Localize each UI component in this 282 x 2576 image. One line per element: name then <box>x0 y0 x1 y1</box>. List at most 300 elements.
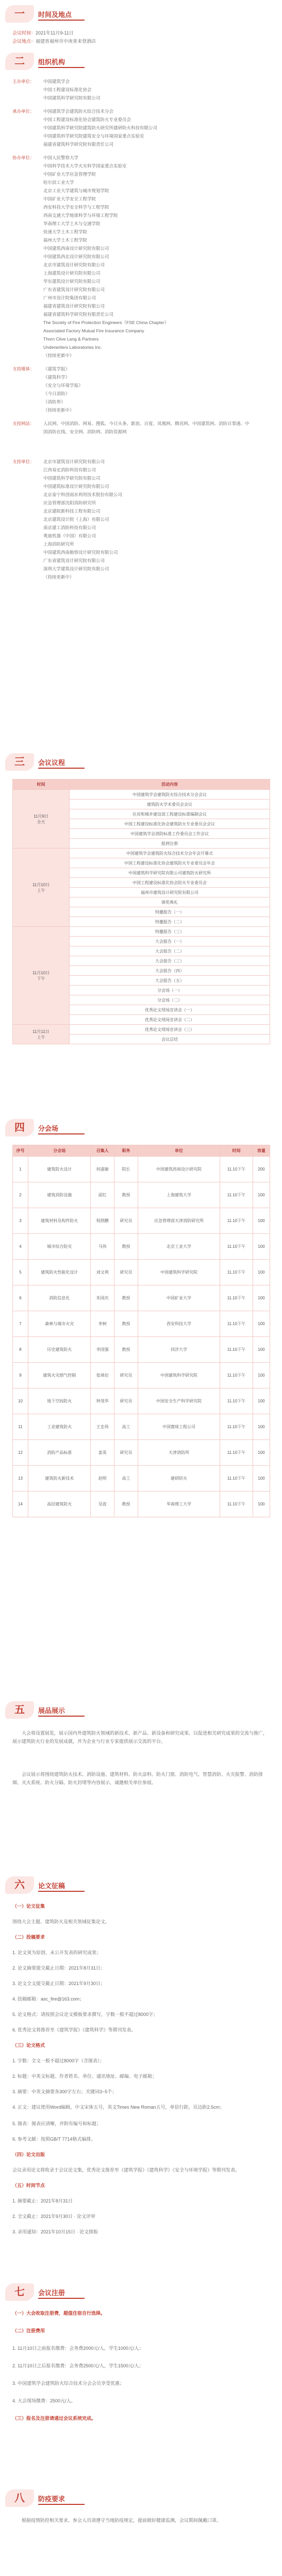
venue-row <box>13 1337 270 1363</box>
section-underline <box>38 2504 85 2505</box>
section-title: 组织机构 <box>38 58 65 66</box>
org-item: 《今日消防》 <box>43 391 70 396</box>
org-item: 北京泰宁科创雨水利用技术股份有限公司 <box>43 492 123 497</box>
venue-cell: 同济大学 <box>138 1337 220 1363</box>
venue-cell: 工业建筑防火 <box>28 1414 91 1440</box>
venue-cell: 11.10下午 <box>220 1182 253 1208</box>
org-item: （持续更新中） <box>43 353 74 358</box>
venue-cell: 11.10下午 <box>220 1388 253 1414</box>
org-group <box>12 457 270 581</box>
org-group-values <box>43 107 250 148</box>
meeting-place: 会议地点：福建省福州市中庚喜来登酒店 <box>12 39 96 44</box>
agenda-item: 大会报告（二） <box>70 946 270 956</box>
org-item: 福建省建筑科学研究院有限责任公司 <box>43 312 114 317</box>
venue-cell: 100 <box>253 1260 270 1285</box>
venue-cell: 建筑防火设计 <box>28 1157 91 1182</box>
venue-cell: 11.10下午 <box>220 1363 253 1388</box>
subsection-heading: （四）论文出版 <box>12 2152 45 2157</box>
venue-cell: 研究员 <box>114 1388 138 1414</box>
org-group <box>12 419 270 452</box>
sub-venue-table <box>12 1145 270 1517</box>
section-registration <box>0 2282 282 2421</box>
section-organization <box>0 52 282 580</box>
venue-cell: 李国强 <box>91 1337 114 1363</box>
venue-cell: 100 <box>253 1208 270 1234</box>
org-group-label: 主办单位： <box>12 79 35 84</box>
text-line: 2. 标题：中英文标题、作者姓名、单位、通讯地址、邮编、电子邮箱； <box>12 2074 157 2079</box>
org-item: 人民网、中国消防、网易、搜狐、今日头条、新浪、百度、凤凰网、腾讯网、中国建筑网、消防百事通、中国消防在线、安全网、消防网、消防资源网 <box>43 421 250 434</box>
agenda-item: 建筑防火学术委员会会议 <box>70 800 270 809</box>
venue-cell: 13 <box>13 1466 28 1492</box>
org-item: 中国工程建设标准化协会建筑防火专业委员会 <box>43 117 131 122</box>
org-item: 江西易宏消防科技有限公司 <box>43 467 96 472</box>
agenda-row <box>13 849 270 858</box>
section-title: 时间及地点 <box>38 11 72 19</box>
venue-cell: 钟茂华 <box>91 1388 114 1414</box>
text-line: 1. 摘要截止：2021年8月31日 <box>12 2198 73 2204</box>
venue-cell: 研究员 <box>114 1440 138 1466</box>
section-title: 防疫要求 <box>38 2495 65 2503</box>
org-item: 深圳大学建筑设计研究院有限公司 <box>43 566 109 571</box>
org-item: 福建省建筑设计研究院有限公司 <box>43 303 105 309</box>
venue-cell: 教授 <box>114 1492 138 1517</box>
agenda-item: 大会报告（三） <box>70 956 270 966</box>
org-item: 应急管理部沈阳消防研究所 <box>43 500 96 505</box>
section-underline <box>38 1133 85 1134</box>
venue-cell: 姜英 <box>91 1440 114 1466</box>
org-item: 中国矿业大学应急管理学院 <box>43 172 96 177</box>
venue-cell: 11.10下午 <box>220 1492 253 1517</box>
org-item: 北京建院新科技工程有限公司 <box>43 509 101 514</box>
venue-cell: 100 <box>253 1414 270 1440</box>
org-group <box>12 77 270 102</box>
venue-cell: 100 <box>253 1311 270 1337</box>
section-agenda <box>0 752 282 1042</box>
venue-cell: 100 <box>253 1363 270 1388</box>
agenda-item: 中国工程建设标准化协会建筑防火专业委员会会议 <box>70 819 270 829</box>
venue-cell: 3 <box>13 1208 28 1234</box>
section-time-place <box>0 4 282 44</box>
venue-row <box>13 1388 270 1414</box>
text-line: 3. 摘要：中英文摘要各300字左右；关键词3~5个； <box>12 2089 117 2094</box>
section-number: 四 <box>5 1119 34 1137</box>
venue-cell: 张靖岩 <box>91 1363 114 1388</box>
venue-cell: 上海建筑大学 <box>138 1182 220 1208</box>
venue-cell: 中国建筑西南设计研究院 <box>138 1157 220 1182</box>
org-item: 北京建筑设计院（上海）有限公司 <box>43 517 109 522</box>
org-item: 中国建筑科学研究院有限公司 <box>43 476 101 481</box>
venue-cell: 高层建筑防火 <box>28 1492 91 1517</box>
agenda-item: 会议总结 <box>70 1035 270 1044</box>
subsection-heading: （一）论文征集 <box>12 1904 45 1909</box>
org-item: 上海消防研究所 <box>43 541 74 547</box>
venue-cell: 高工 <box>114 1414 138 1440</box>
org-item: 广东省建筑设计研究院有限公司 <box>43 558 105 563</box>
text-line: 4. 正文：建议使用Word编辑，中文宋体五号，英文Times New Roman五号，单倍行距，页边距2.5cm； <box>12 2105 225 2110</box>
org-item: Associated Factory Mutual Fire Insurance Company <box>43 328 144 333</box>
org-item: The Society of Fire Protection Engineers（FSE China Chapter） <box>43 320 169 325</box>
agenda-table <box>12 779 270 1044</box>
org-item: 中国工程建设标准化协会 <box>43 87 92 92</box>
org-item: Underwriters Laboratories Inc. <box>43 345 102 350</box>
agenda-item: 优秀论文现场宣讲会（三） <box>70 1025 270 1035</box>
subsection-heading: （二）注册费用 <box>12 2328 45 2333</box>
venue-cell: 6 <box>13 1285 28 1311</box>
section-number: 八 <box>5 2489 34 2507</box>
section-underline <box>38 20 85 21</box>
org-group <box>12 154 270 360</box>
venue-cell: 何淑敏 <box>91 1157 114 1182</box>
text-line: 1. 11月10日之前报名缴费：会务费2000元/人，学生1000元/人； <box>12 2346 144 2351</box>
venue-cell: 中国建筑科学研究院 <box>138 1260 220 1285</box>
text-line: 5. 论文格式：请按照会议论文模板要求撰写，字数一般不超过8000字； <box>12 2012 158 2017</box>
venue-cell: 建筑防火性能化设计 <box>28 1260 91 1285</box>
agenda-item: 特邀报告（二） <box>70 917 270 927</box>
agenda-row <box>13 790 270 800</box>
text-line: 3. 录用通知：2021年10月15日 · 论文排版 <box>12 2229 98 2234</box>
exhibition-paragraph: 大会将设置展览，展示国内外建筑防火领域的新技术、新产品、新设备和研究成果。以促进相关研究成果的交流与推广，展示建筑防火行业的发展成就，并为企业与行业专家提供展示交流的平台。 <box>12 1731 268 1744</box>
section-title: 论文征稿 <box>38 1882 65 1890</box>
agenda-item: 报到注册 <box>70 839 270 849</box>
org-group <box>12 365 270 414</box>
text-line: 2. 全文截止：2021年9月30日 · 论文评审 <box>12 2214 96 2219</box>
agenda-item: 特邀报告（一） <box>70 907 270 917</box>
venue-cell: 7 <box>13 1311 28 1337</box>
agenda-item: 福州市建筑设计研究院有限公司 <box>70 888 270 897</box>
venue-cell: 北京工业大学 <box>138 1234 220 1260</box>
venue-cell: 建筑材料及构件防火 <box>28 1208 91 1234</box>
venue-row <box>13 1182 270 1208</box>
venue-row <box>13 1311 270 1337</box>
section-number: 一 <box>5 5 34 23</box>
org-item: 上海建筑设计研究院有限公司 <box>43 270 101 276</box>
section-title: 会议议程 <box>38 759 65 767</box>
section-underline <box>38 768 85 769</box>
org-item: 快速大学土木工程学院 <box>43 229 88 234</box>
org-group-values <box>43 457 250 581</box>
org-item: 华南理工大学土木与交通学院 <box>43 221 101 226</box>
org-item: Thorn Clive Lang & Partners <box>43 336 99 342</box>
agenda-item: 中国建筑学会消防标准工作委员会工作会议 <box>70 829 270 839</box>
org-group-label: 支持媒体： <box>12 366 35 371</box>
subsection-heading: （一）大会收取注册费，超值住宿自行选择。 <box>12 2311 106 2316</box>
venue-cell: 研究员 <box>114 1363 138 1388</box>
venue-cell: 11.10下午 <box>220 1234 253 1260</box>
agenda-item: 特邀报告（三） <box>70 927 270 937</box>
venue-cell: 100 <box>253 1182 270 1208</box>
venue-header: 序号 <box>13 1145 28 1157</box>
org-item: 中国矿业大学安全工程学院 <box>43 196 96 201</box>
org-group-values <box>43 77 250 102</box>
venue-cell: 11.10下午 <box>220 1157 253 1182</box>
org-item: 南京建工消防科技有限公司 <box>43 525 96 530</box>
agenda-item: 住房和城乡建设部工程建设标准编制会议 <box>70 809 270 819</box>
venue-cell: 11.10下午 <box>220 1260 253 1285</box>
venue-cell: 教授 <box>114 1311 138 1337</box>
org-item: （持续更新中） <box>43 408 74 413</box>
agenda-row <box>13 927 270 937</box>
venue-cell: 李树 <box>91 1311 114 1337</box>
venue-cell: 吴波 <box>91 1492 114 1517</box>
venue-cell: 中国寰球工程公司 <box>138 1414 220 1440</box>
section-header <box>0 52 282 72</box>
exhibition-paragraph: 会议展示将围绕建筑防火技术、消防设施、建筑材料、防火涂料、防火门窗、消防电气、智慧消防、火灾报警、消防排烟、灭火系统、防火分隔、防火封堵等内容展示，诚邀相关单位参展。 <box>12 1772 263 1785</box>
text-line: 4. 大会现场缴费：2500元/人。 <box>12 2398 76 2403</box>
agenda-item: 中国工程建设标准化协会防火专业委员会 <box>70 878 270 888</box>
section-number: 六 <box>5 1876 34 1894</box>
venue-cell: 马伟 <box>91 1234 114 1260</box>
org-group-values <box>43 365 250 414</box>
venue-cell: 地下空间防火 <box>28 1388 91 1414</box>
venue-row <box>13 1157 270 1182</box>
text-line: 1. 字数：全文一般不超过8000字（含图表）； <box>12 2058 105 2063</box>
agenda-item: 大会报告（四） <box>70 966 270 976</box>
org-item: 中国建筑科学研究院有限公司 <box>43 95 101 100</box>
org-item: 中国科学技术大学火灾科学国家重点实验室 <box>43 163 127 168</box>
org-item: 北京市建筑设计研究院有限公司 <box>43 262 105 267</box>
venue-cell: 11.10下午 <box>220 1208 253 1234</box>
section-number: 三 <box>5 753 34 771</box>
section-title: 展品展示 <box>38 1707 65 1715</box>
section-underline <box>38 2298 85 2299</box>
venue-cell: 11.10下午 <box>220 1311 253 1337</box>
venue-cell: 应急管理部天津消防研究所 <box>138 1208 220 1234</box>
section-epidemic <box>0 2488 282 2523</box>
venue-cell: 刘文利 <box>91 1260 114 1285</box>
agenda-item: 中国工程建设标准化协会建筑防火专业委员会年会 <box>70 858 270 868</box>
org-item: 中国建筑西南勘察设计研究院有限公司 <box>43 550 118 555</box>
venue-cell: 100 <box>253 1440 270 1466</box>
org-item: 哈尔滨工业大学 <box>43 180 74 185</box>
venue-cell: 100 <box>253 1234 270 1260</box>
venue-cell: 100 <box>253 1285 270 1311</box>
venue-row <box>13 1363 270 1388</box>
section-underline <box>38 1891 85 1892</box>
text-line: 5. 图表：图表应清晰，并附有编号和标题； <box>12 2121 102 2126</box>
venue-cell: 西安科技大学 <box>138 1311 220 1337</box>
agenda-item: 中国建筑学会建筑防火综合技术分会年会开幕式 <box>70 849 270 858</box>
org-item: 西安科技大学安全科学与工程学院 <box>43 205 109 210</box>
agenda-time: 11月11日 上午 <box>13 1025 70 1044</box>
section-title: 分会场 <box>38 1125 59 1132</box>
venue-cell: 历史建筑防火 <box>28 1337 91 1363</box>
venue-cell: 教授 <box>114 1182 138 1208</box>
section-header <box>0 1700 282 1721</box>
venue-cell: 14 <box>13 1492 28 1517</box>
venue-cell: 建研防火 <box>138 1466 220 1492</box>
agenda-item: 大会报告（五） <box>70 976 270 986</box>
venue-cell: 中国安全生产科学研究院 <box>138 1388 220 1414</box>
agenda-item: 大会报告（一） <box>70 937 270 946</box>
venue-cell: 高工 <box>114 1466 138 1492</box>
org-item: 《建筑学报》 <box>43 366 70 371</box>
agenda-item: 优秀论文现场宣讲会（二） <box>70 1015 270 1025</box>
org-item: 中国建筑学会 <box>43 79 70 84</box>
venue-cell: 100 <box>253 1337 270 1363</box>
subsection-heading: （三）报名及注册请通过会议系统完成。 <box>12 2416 96 2421</box>
agenda-time: 11月10日 上午 <box>13 849 70 927</box>
meeting-time: 会议时间：2021年11月9-11日 <box>12 30 74 36</box>
section-title: 会议注册 <box>38 2289 65 2297</box>
text-line: 1. 论文须为原创、未公开发表的研究成果； <box>12 1950 102 1955</box>
venue-cell: 1 <box>13 1157 28 1182</box>
org-item: 《建筑科学》 <box>43 375 70 380</box>
section-number: 二 <box>5 53 34 70</box>
venue-cell: 4 <box>13 1234 28 1260</box>
venue-cell: 邱红 <box>91 1182 114 1208</box>
org-item: 福建省建筑科学研究院有限责任公司 <box>43 142 114 147</box>
org-group <box>12 107 270 148</box>
venue-cell: 王忠伟 <box>91 1414 114 1440</box>
venue-cell: 建筑消防设施 <box>28 1182 91 1208</box>
text-line: 围绕大会主题、建筑防火及相关领域征集论文。 <box>12 1919 110 1924</box>
venue-row <box>13 1466 270 1492</box>
venue-cell: 12 <box>13 1440 28 1466</box>
venue-cell: 8 <box>13 1337 28 1363</box>
venue-cell: 11.10下午 <box>220 1414 253 1440</box>
text-line: 3. 论文全文提交截止日期：2021年9月30日； <box>12 1981 106 1986</box>
org-item: 广州市设计院集团有限公司 <box>43 295 96 300</box>
venue-cell: 天津消防所 <box>138 1440 220 1466</box>
venue-cell: 研究员 <box>114 1208 138 1234</box>
agenda-header: 时间 <box>13 779 70 790</box>
venue-cell: 100 <box>253 1466 270 1492</box>
agenda-item: 分会场（一） <box>70 986 270 995</box>
venue-row <box>13 1414 270 1440</box>
agenda-item: 中国建筑学会建筑防火综合技术分会会议 <box>70 790 270 800</box>
venue-row <box>13 1208 270 1234</box>
org-group-label: 承办单位： <box>12 109 35 114</box>
venue-cell: 11.10下午 <box>220 1285 253 1311</box>
venue-cell: 200 <box>253 1157 270 1182</box>
agenda-item: 分会场（二） <box>70 995 270 1005</box>
venue-cell: 华南理工大学 <box>138 1492 220 1517</box>
text-line: 会议录用论文将收录于会议论文集，优秀论文推荐至《建筑学报》《建筑科学》《安全与环境学报》等期刊发表。 <box>12 2167 240 2173</box>
epidemic-paragraph: 根据疫情防控相关要求，参会人员请遵守当地防疫规定，提前做好健康监测，会议期间佩戴口罩。 <box>22 2518 222 2523</box>
subsection-heading: （三）论文格式 <box>12 2043 45 2048</box>
section-header <box>0 2282 282 2303</box>
text-line: 2. 论文摘要提交截止日期：2021年8月31日； <box>12 1965 106 1971</box>
org-item: 北京工业大学建筑与城市规划学院 <box>43 188 109 193</box>
org-group-label: 协办单位： <box>12 155 35 160</box>
venue-header: 召集人 <box>91 1145 114 1157</box>
section-underline <box>38 1716 85 1717</box>
venue-cell: 100 <box>253 1492 270 1517</box>
venue-row <box>13 1260 270 1285</box>
venue-cell: 教授 <box>114 1285 138 1311</box>
org-item: 华东建筑设计研究院有限公司 <box>43 279 101 284</box>
org-group-label: 支持网站： <box>12 421 35 426</box>
venue-cell: 建筑火灾烟气控制 <box>28 1363 91 1388</box>
org-item: （持续更新中） <box>43 574 74 580</box>
venue-cell: 100 <box>253 1388 270 1414</box>
venue-cell: 消防信息化 <box>28 1285 91 1311</box>
org-item: 西南交通大学地球科学与环境工程学院 <box>43 213 118 218</box>
org-item: 中国建筑科学研究院建筑防火研究所建研防火科技有限公司 <box>43 125 158 130</box>
section-number: 七 <box>5 2283 34 2301</box>
section-header <box>0 2488 282 2509</box>
text-line: 2. 11月10日之后报名缴费：会务费2500元/人，学生1500元/人； <box>12 2363 144 2368</box>
venue-cell: 10 <box>13 1388 28 1414</box>
org-group-label: 支持单位： <box>12 459 35 464</box>
venue-cell: 中国矿业大学 <box>138 1285 220 1311</box>
text-line: 3. 中国建筑学会建筑防火综合技术分会会员享受优惠； <box>12 2381 125 2386</box>
agenda-item: 优秀论文现场宣讲会（一） <box>70 1005 270 1015</box>
venue-row <box>13 1492 270 1517</box>
section-exhibition <box>0 1700 282 1785</box>
org-group-values <box>43 419 250 436</box>
org-item: 中国建筑西南设计研究院有限公司 <box>43 246 109 251</box>
agenda-row <box>13 1025 270 1035</box>
venue-cell: 11.10下午 <box>220 1466 253 1492</box>
venue-row <box>13 1440 270 1466</box>
org-item: 中国建筑学会建筑防火综合技术分会 <box>43 109 114 114</box>
venue-row <box>13 1234 270 1260</box>
text-line: 6. 优秀论文将推荐至《建筑学报》《建筑科学》等期刊发表。 <box>12 2027 136 2032</box>
venue-cell: 11.10下午 <box>220 1337 253 1363</box>
venue-cell: 倪照鹏 <box>91 1208 114 1234</box>
venue-cell: 9 <box>13 1363 28 1388</box>
venue-row <box>13 1285 270 1311</box>
venue-header: 职务 <box>114 1145 138 1157</box>
org-item: 广东省建筑设计研究院有限公司 <box>43 287 105 292</box>
venue-cell: 教授 <box>114 1337 138 1363</box>
section-number: 五 <box>5 1701 34 1719</box>
venue-header: 时间 <box>220 1145 253 1157</box>
subsection-heading: （二）投稿要求 <box>12 1935 45 1940</box>
section-header <box>0 1118 282 1139</box>
agenda-time: 11月9日 全天 <box>13 790 70 849</box>
venue-header: 分会场 <box>28 1145 91 1157</box>
org-item: 《安全与环境学报》 <box>43 383 83 388</box>
section-header <box>0 752 282 773</box>
venue-header: 容量 <box>253 1145 270 1157</box>
section-call-for-papers <box>0 1875 282 2234</box>
venue-cell: 2 <box>13 1182 28 1208</box>
venue-cell: 院长 <box>114 1157 138 1182</box>
section-sub-venues <box>0 1118 282 1506</box>
org-item: 中国建筑科学研究院建筑安全与环境国家重点实验室 <box>43 133 144 139</box>
venue-cell: 朱国庆 <box>91 1285 114 1311</box>
org-item: 中国建筑西北设计研究院有限公司 <box>43 254 109 259</box>
venue-cell: 5 <box>13 1260 28 1285</box>
venue-cell: 森林与城市火灾 <box>28 1311 91 1337</box>
venue-cell: 教授 <box>114 1234 138 1260</box>
venue-header: 单位 <box>138 1145 220 1157</box>
text-line: 6. 参考文献：按照GB/T 7714格式编排。 <box>12 2137 96 2142</box>
org-item: 《消防界》 <box>43 399 65 404</box>
venue-cell: 11 <box>13 1414 28 1440</box>
agenda-time: 11月10日 下午 <box>13 927 70 1025</box>
venue-cell: 中国建筑科学研究院 <box>138 1363 220 1388</box>
text-line: 4. 投稿邮箱：asc_fire@163.com； <box>12 1996 85 2002</box>
venue-cell: 11.10下午 <box>220 1440 253 1466</box>
venue-cell: 建筑防火新技术 <box>28 1466 91 1492</box>
section-header <box>0 1875 282 1896</box>
section-underline <box>38 67 85 68</box>
agenda-item: 中国建筑科学研究院有限公司建筑防火研究所 <box>70 868 270 878</box>
subsection-heading: （五）时间节点 <box>12 2183 45 2188</box>
org-item: 北京市建筑设计研究院有限公司 <box>43 459 105 464</box>
venue-cell: 城市综合防灾 <box>28 1234 91 1260</box>
venue-cell: 研究员 <box>114 1260 138 1285</box>
org-item: 中国建筑标准设计研究院有限公司 <box>43 484 109 489</box>
venue-cell: 赵明 <box>91 1466 114 1492</box>
agenda-item: 颁奖典礼 <box>70 897 270 907</box>
agenda-header: 活动内容 <box>70 779 270 790</box>
org-item: 奥迪机器（中国）有限公司 <box>43 533 96 538</box>
org-group-values <box>43 154 250 360</box>
